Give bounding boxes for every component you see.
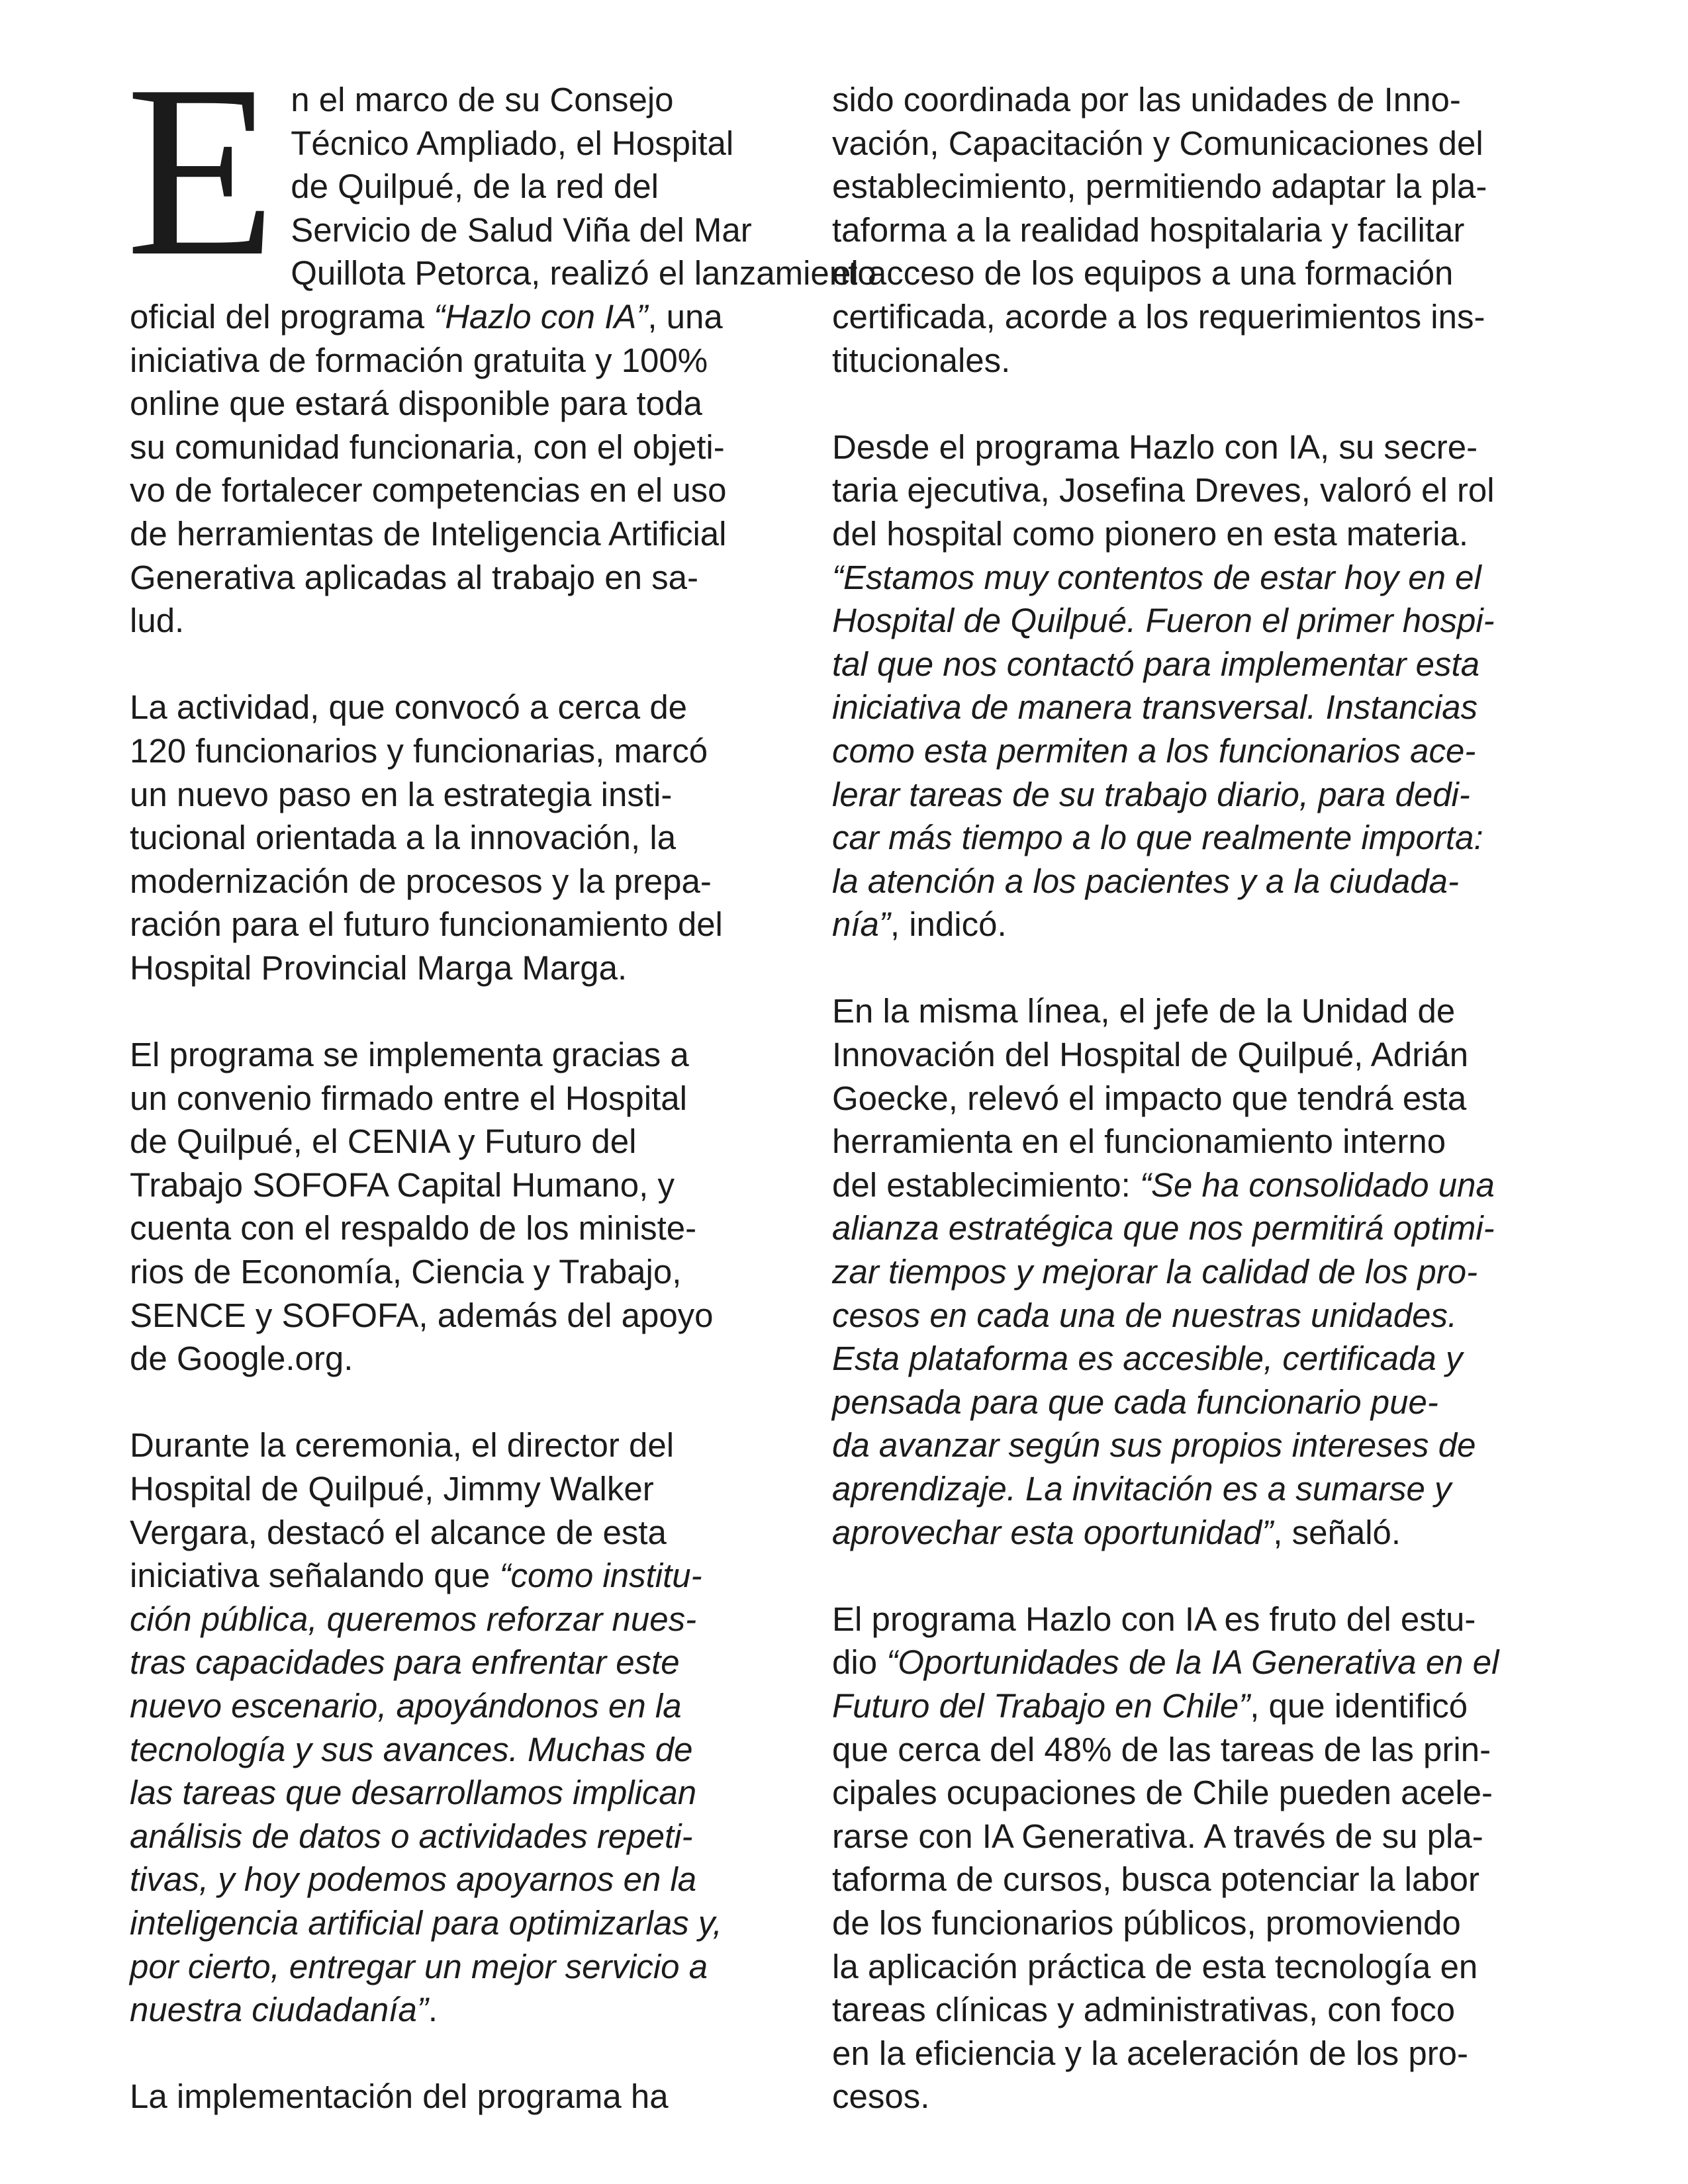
text-line xyxy=(832,208,1554,252)
body-text: tareas clínicas y administrativas, con foco xyxy=(832,1991,1456,2029)
text-line xyxy=(832,1467,1554,1511)
italic-quote-text: Hospital de Quilpué. Fueron el primer hospi- xyxy=(832,602,1495,640)
text-line xyxy=(832,78,1554,122)
text-line xyxy=(832,599,1554,643)
text-line xyxy=(832,729,1554,773)
text-line xyxy=(130,2075,792,2118)
paragraph-lines xyxy=(130,686,792,989)
body-text: establecimiento, permitiendo adaptar la pla- xyxy=(832,167,1487,206)
italic-quote-text: aprovechar esta oportunidad” xyxy=(832,1513,1274,1551)
text-line xyxy=(832,989,1554,1033)
body-text: taforma de cursos, busca potenciar la labor xyxy=(832,1860,1480,1899)
text-line xyxy=(832,686,1554,729)
text-line xyxy=(832,1728,1554,1772)
body-text: la aplicación práctica de esta tecnología en xyxy=(832,1947,1478,1985)
text-line xyxy=(130,426,792,469)
paragraph-lines xyxy=(832,426,1554,946)
text-line xyxy=(130,556,792,600)
body-text: un convenio firmado entre el Hospital xyxy=(130,1079,687,1117)
text-line xyxy=(832,1424,1554,1467)
text-line xyxy=(130,860,792,903)
italic-quote-text: tras capacidades para enfrentar este xyxy=(130,1643,680,1682)
italic-quote-text: “Estamos muy contentos de estar hoy en el xyxy=(832,558,1481,596)
text-line xyxy=(832,1815,1554,1858)
body-text: vación, Capacitación y Comunicaciones del xyxy=(832,124,1483,162)
text-line xyxy=(832,295,1554,339)
italic-quote-text: nuevo escenario, apoyándonos en la xyxy=(130,1686,682,1725)
italic-quote-text: aprendizaje. La invitación es a sumarse y xyxy=(832,1470,1452,1508)
body-text: taria ejecutiva, Josefina Dreves, valoró el rol xyxy=(832,471,1495,510)
text-line xyxy=(130,1337,792,1381)
text-line xyxy=(832,339,1554,383)
body-text: cuenta con el respaldo de los ministe- xyxy=(130,1209,697,1248)
text-line xyxy=(130,1120,792,1163)
text-line xyxy=(130,1641,792,1684)
body-text: del establecimiento: xyxy=(832,1165,1140,1204)
italic-quote-text: pensada para que cada funcionario pue- xyxy=(832,1383,1438,1421)
dropcap-letter: E xyxy=(126,35,277,307)
text-line xyxy=(832,1858,1554,1901)
body-text: Vergara, destacó el alcance de esta xyxy=(130,1513,667,1551)
body-text: titucionales. xyxy=(832,341,1011,379)
body-text: Goecke, relevó el impacto que tendrá esta xyxy=(832,1079,1467,1117)
body-text: dio xyxy=(832,1643,887,1682)
text-line xyxy=(130,1511,792,1555)
article-right-column xyxy=(832,78,1554,2162)
text-line xyxy=(130,1684,792,1728)
text-line xyxy=(832,1077,1554,1120)
text-line xyxy=(130,1163,792,1207)
text-line xyxy=(832,1598,1554,1641)
text-line xyxy=(130,599,792,643)
paragraph-agreement xyxy=(130,1033,792,1381)
body-text: rarse con IA Generativa. A través de su pla- xyxy=(832,1817,1483,1855)
text-line xyxy=(832,469,1554,512)
text-line xyxy=(130,1467,792,1511)
body-text: Técnico Ampliado, el Hospital xyxy=(291,124,734,162)
body-text: del hospital como pionero en esta materia. xyxy=(832,514,1469,553)
text-line xyxy=(832,1988,1554,2032)
paragraph-study xyxy=(832,1598,1554,2118)
text-line xyxy=(130,773,792,817)
text-line xyxy=(832,1163,1554,1207)
body-text: Trabajo SOFOFA Capital Humano, y xyxy=(130,1165,675,1204)
body-text: iniciativa señalando que xyxy=(130,1557,500,1595)
body-text: La actividad, que convocó a cerca de xyxy=(130,688,688,727)
body-text: Generativa aplicadas al trabajo en sa- xyxy=(130,558,699,596)
body-text: lud. xyxy=(130,602,185,640)
body-text: Desde el programa Hazlo con IA, su secre- xyxy=(832,428,1478,466)
italic-quote-text: Esta plataforma es accesible, certificada y xyxy=(832,1340,1463,1378)
italic-quote-text: nía” xyxy=(832,905,890,944)
body-text: ración para el futuro funcionamiento del xyxy=(130,905,723,944)
italic-quote-text: “Hazlo con IA” xyxy=(434,297,648,336)
body-text: herramienta en el funcionamiento interno xyxy=(832,1122,1446,1161)
body-text: certificada, acorde a los requerimientos ins- xyxy=(832,297,1485,336)
text-line xyxy=(832,1294,1554,1338)
italic-quote-text: análisis de datos o actividades repeti- xyxy=(130,1817,693,1855)
body-text: Innovación del Hospital de Quilpué, Adrián xyxy=(832,1036,1469,1074)
text-line xyxy=(832,1771,1554,1815)
text-line xyxy=(130,816,792,860)
text-line xyxy=(832,251,1554,295)
italic-quote-text: Futuro del Trabajo en Chile” xyxy=(832,1686,1250,1725)
paragraph-lines xyxy=(130,1033,792,1381)
italic-quote-text: “Se ha consolidado una xyxy=(1139,1165,1495,1204)
body-text: online que estará disponible para toda xyxy=(130,385,702,423)
text-line xyxy=(130,382,792,426)
italic-quote-text: car más tiempo a lo que realmente importa: xyxy=(832,819,1483,857)
text-line xyxy=(832,426,1554,469)
body-text: Hospital de Quilpué, Jimmy Walker xyxy=(130,1470,654,1508)
text-line xyxy=(130,1033,792,1077)
text-line xyxy=(832,773,1554,817)
body-text: que cerca del 48% de las tareas de las prin- xyxy=(832,1730,1491,1768)
text-line xyxy=(130,1554,792,1598)
text-line xyxy=(832,1120,1554,1163)
body-text: . xyxy=(428,1991,438,2029)
text-line xyxy=(130,1771,792,1815)
body-text: su comunidad funcionaria, con el objeti- xyxy=(130,428,725,466)
body-text: , señaló. xyxy=(1273,1513,1401,1551)
text-line xyxy=(130,1858,792,1901)
text-line xyxy=(832,556,1554,600)
italic-quote-text: da avanzar según sus propios intereses de xyxy=(832,1426,1476,1465)
paragraph-goecke-quote xyxy=(832,989,1554,1554)
body-text: El programa se implementa gracias a xyxy=(130,1036,689,1074)
body-text: En la misma línea, el jefe de la Unidad de xyxy=(832,992,1456,1030)
text-line xyxy=(832,1945,1554,1989)
body-text: , una xyxy=(647,297,723,336)
paragraph-activity xyxy=(130,686,792,989)
paragraph-ceremony xyxy=(130,1424,792,2031)
paragraph-lines xyxy=(832,78,1554,382)
body-text: de Quilpué, el CENIA y Futuro del xyxy=(130,1122,637,1161)
body-text: un nuevo paso en la estrategia insti- xyxy=(130,775,673,813)
body-text: Servicio de Salud Viña del Mar xyxy=(291,210,752,249)
body-text: tucional orientada a la innovación, la xyxy=(130,819,677,857)
italic-quote-text: las tareas que desarrollamos implican xyxy=(130,1774,697,1812)
body-text: taforma a la realidad hospitalaria y facilitar xyxy=(832,210,1465,249)
italic-quote-text: alianza estratégica que nos permitirá optimi- xyxy=(832,1209,1495,1248)
text-line xyxy=(130,686,792,729)
body-text: Quillota Petorca, realizó el lanzamiento xyxy=(291,254,876,293)
paragraph-lines xyxy=(130,2075,792,2118)
body-text: cipales ocupaciones de Chile pueden acele- xyxy=(832,1774,1493,1812)
body-text: , indicó. xyxy=(890,905,1007,944)
italic-quote-text: “como institu- xyxy=(499,1557,702,1595)
text-line xyxy=(832,2032,1554,2075)
italic-quote-text: nuestra ciudadanía” xyxy=(130,1991,428,2029)
text-line xyxy=(130,729,792,773)
italic-quote-text: zar tiempos y mejorar la calidad de los pro- xyxy=(832,1253,1478,1291)
paragraph-lines xyxy=(130,1424,792,2031)
body-text: cesos. xyxy=(832,2077,930,2116)
text-line xyxy=(832,860,1554,903)
italic-quote-text: “Oportunidades de la IA Generativa en el xyxy=(886,1643,1499,1682)
italic-quote-text: tecnología y sus avances. Muchas de xyxy=(130,1730,693,1768)
text-line xyxy=(832,1250,1554,1294)
text-line xyxy=(832,2075,1554,2118)
body-text: Durante la ceremonia, el director del xyxy=(130,1426,675,1465)
text-line xyxy=(130,1424,792,1467)
text-line xyxy=(832,1684,1554,1728)
text-line xyxy=(130,1598,792,1641)
paragraph-lines xyxy=(832,1598,1554,2118)
text-line xyxy=(130,1077,792,1120)
text-line xyxy=(832,1901,1554,1945)
body-text: de Google.org. xyxy=(130,1340,353,1378)
body-text: n el marco de su Consejo xyxy=(291,81,674,118)
text-line xyxy=(130,512,792,556)
body-text: vo de fortalecer competencias en el uso xyxy=(130,471,727,510)
text-line xyxy=(832,122,1554,165)
text-line xyxy=(832,512,1554,556)
text-line xyxy=(832,1206,1554,1250)
italic-quote-text: por cierto, entregar un mejor servicio a xyxy=(130,1947,708,1985)
italic-quote-text: ción pública, queremos reforzar nues- xyxy=(130,1600,697,1638)
text-line xyxy=(130,1901,792,1945)
body-text: de Quilpué, de la red del xyxy=(291,167,659,206)
body-text: El programa Hazlo con IA es fruto del estu- xyxy=(832,1600,1476,1638)
italic-quote-text: tivas, y hoy podemos apoyarnos en la xyxy=(130,1860,697,1899)
body-text: sido coordinada por las unidades de Inno- xyxy=(832,81,1461,118)
text-line xyxy=(130,946,792,990)
text-line xyxy=(832,816,1554,860)
body-text: iniciativa de formación gratuita y 100% xyxy=(130,341,708,379)
text-line xyxy=(130,1250,792,1294)
text-line xyxy=(130,1815,792,1858)
paragraph-lines xyxy=(832,989,1554,1554)
body-text: rios de Economía, Ciencia y Trabajo, xyxy=(130,1253,682,1291)
body-text: de los funcionarios públicos, promoviendo xyxy=(832,1903,1461,1942)
text-line xyxy=(130,1206,792,1250)
body-text: SENCE y SOFOFA, además del apoyo xyxy=(130,1296,714,1334)
text-line xyxy=(130,295,792,339)
text-line xyxy=(130,469,792,512)
text-line xyxy=(832,1337,1554,1381)
body-text: en la eficiencia y la aceleración de los pro- xyxy=(832,2034,1469,2072)
text-line xyxy=(832,1033,1554,1077)
body-text: 120 funcionarios y funcionarias, marcó xyxy=(130,731,708,770)
body-text: Hospital Provincial Marga Marga. xyxy=(130,948,628,987)
text-line xyxy=(832,903,1554,946)
italic-quote-text: lerar tareas de su trabajo diario, para dedi- xyxy=(832,775,1470,813)
text-line xyxy=(832,1381,1554,1424)
paragraph-intro xyxy=(126,35,876,643)
text-line xyxy=(832,643,1554,686)
text-line xyxy=(130,1728,792,1772)
italic-quote-text: como esta permiten a los funcionarios ace- xyxy=(832,731,1476,770)
text-line xyxy=(130,1988,792,2032)
text-line xyxy=(130,903,792,946)
italic-quote-text: cesos en cada una de nuestras unidades. xyxy=(832,1296,1458,1334)
body-text: oficial del programa xyxy=(130,297,434,336)
body-text: modernización de procesos y la prepa- xyxy=(130,862,712,900)
text-line xyxy=(130,1294,792,1338)
paragraph-dreves-quote xyxy=(832,426,1554,946)
body-text: , que identificó xyxy=(1250,1686,1468,1725)
text-line xyxy=(832,1641,1554,1684)
body-text: de herramientas de Inteligencia Artificial xyxy=(130,514,727,553)
paragraph-implementation-cont xyxy=(832,78,1554,382)
text-line xyxy=(832,1511,1554,1555)
body-text: La implementación del programa ha xyxy=(130,2077,669,2116)
text-line xyxy=(130,1945,792,1989)
text-line xyxy=(130,339,792,383)
italic-quote-text: la atención a los pacientes y a la ciudada- xyxy=(832,862,1459,900)
body-text: el acceso de los equipos a una formación xyxy=(832,254,1454,293)
italic-quote-text: inteligencia artificial para optimizarlas y, xyxy=(130,1903,722,1942)
paragraph-implementation-start xyxy=(130,2075,792,2118)
italic-quote-text: tal que nos contactó para implementar esta xyxy=(832,645,1480,683)
italic-quote-text: iniciativa de manera transversal. Instancias xyxy=(832,688,1478,727)
text-line xyxy=(832,165,1554,208)
